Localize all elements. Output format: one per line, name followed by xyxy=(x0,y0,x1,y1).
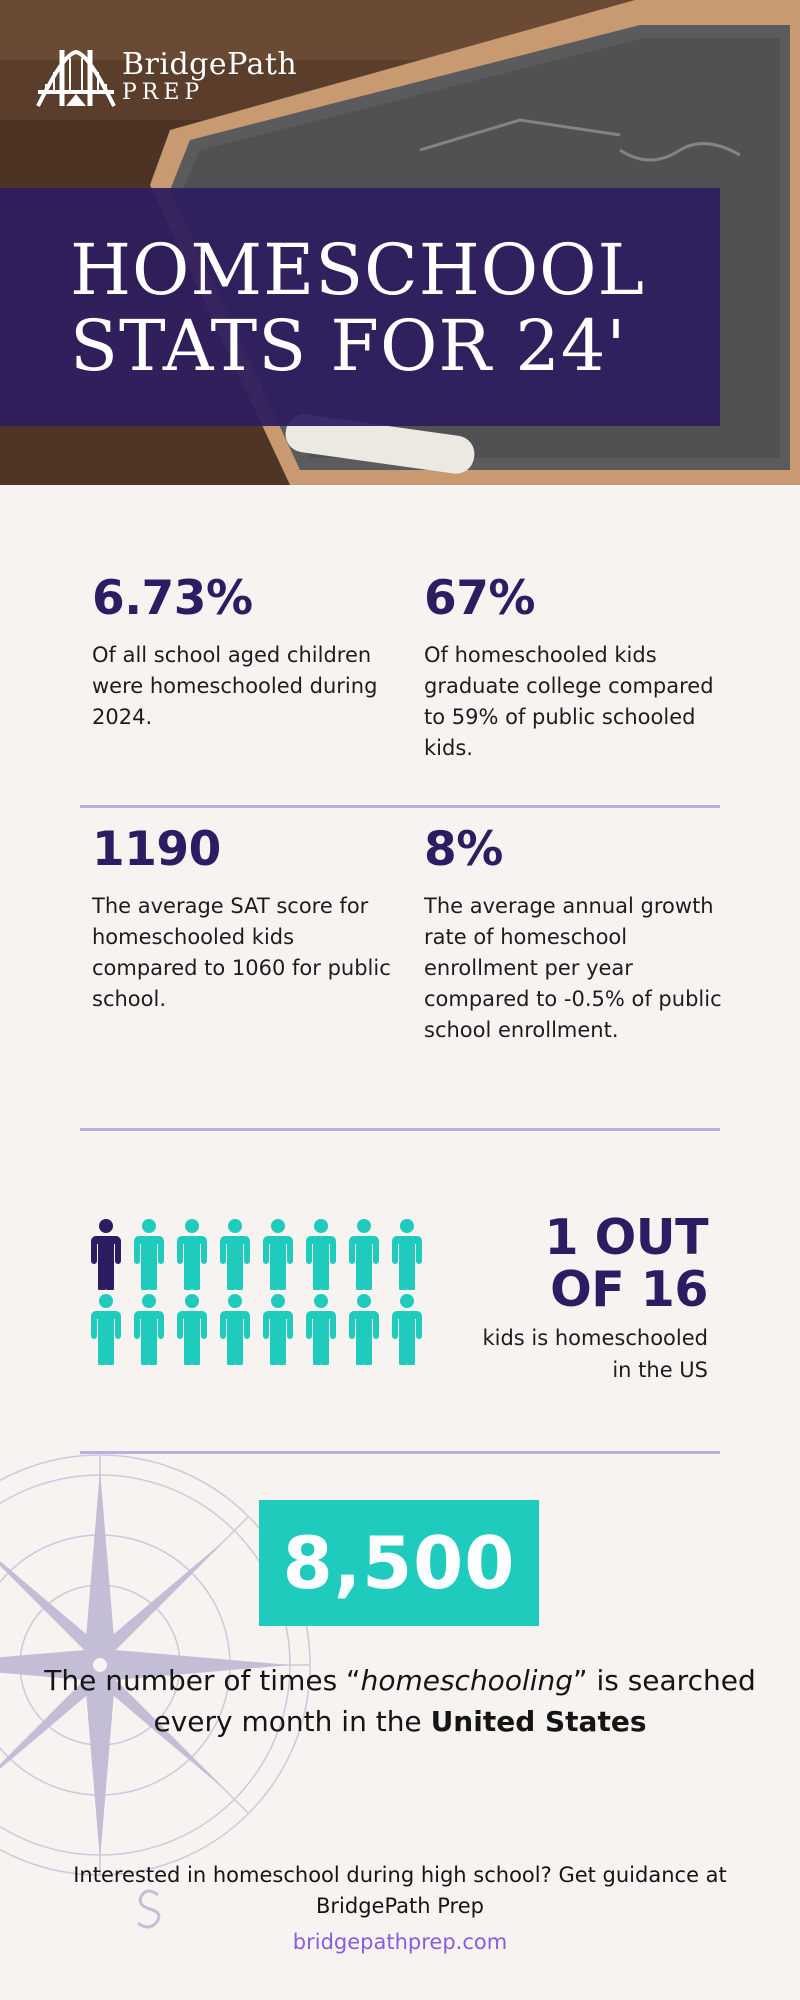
brand-logo xyxy=(36,44,297,110)
brand-name: BridgePath xyxy=(122,47,298,82)
person-icon xyxy=(346,1218,382,1290)
person-icon xyxy=(346,1293,382,1365)
people-pictogram xyxy=(88,1218,433,1368)
search-count-box xyxy=(259,1500,539,1626)
stat-growth-rate xyxy=(424,822,724,1046)
person-icon xyxy=(260,1293,296,1365)
title-line-1: HOMESCHOOL xyxy=(70,229,646,311)
title-line-2: STATS FOR 24' xyxy=(70,305,627,387)
person-icon xyxy=(389,1293,425,1365)
stat-value: 1190 xyxy=(92,822,221,877)
stat-description: Of all school aged children were homeschooled during 2024. xyxy=(92,643,378,729)
brand-sub: PREP xyxy=(122,80,205,105)
stat-description: The average annual growth rate of homeschool enrollment per year compared to -0.5% of public school enrollment. xyxy=(424,894,722,1042)
person-icon xyxy=(260,1218,296,1290)
divider xyxy=(80,1128,720,1131)
person-icon-highlighted xyxy=(88,1218,124,1290)
person-icon xyxy=(389,1218,425,1290)
website-link[interactable]: bridgepathprep.com xyxy=(292,1930,508,1954)
person-icon xyxy=(303,1293,339,1365)
stat-value: 67% xyxy=(424,571,535,626)
stat-homeschooled-percent xyxy=(92,571,392,733)
person-icon xyxy=(303,1218,339,1290)
ratio-stat xyxy=(482,1209,708,1386)
bridge-icon xyxy=(36,44,116,110)
ratio-value-line-1: 1 OUT xyxy=(544,1209,708,1266)
person-icon xyxy=(174,1293,210,1365)
person-icon xyxy=(131,1293,167,1365)
person-icon xyxy=(217,1218,253,1290)
ratio-desc-line-1: kids is homeschooled xyxy=(482,1326,708,1350)
search-count-value: 8,500 xyxy=(282,1521,516,1605)
search-description xyxy=(40,1660,760,1742)
page-title xyxy=(70,229,646,387)
stat-college-graduation xyxy=(424,571,724,764)
ratio-value-line-2: OF 16 xyxy=(550,1261,708,1318)
search-text-middle: ” is searched every month in the xyxy=(153,1664,756,1738)
search-term: homeschooling xyxy=(360,1664,574,1697)
stat-value: 6.73% xyxy=(92,571,253,626)
person-icon xyxy=(174,1218,210,1290)
stat-description: Of homeschooled kids graduate college compared to 59% of public schooled kids. xyxy=(424,643,714,760)
search-text-before: The number of times “ xyxy=(44,1664,361,1697)
person-icon xyxy=(217,1293,253,1365)
stat-value: 8% xyxy=(424,822,503,877)
stat-description: The average SAT score for homeschooled kids compared to 1060 for public school. xyxy=(92,894,391,1011)
ratio-desc-line-2: in the US xyxy=(612,1358,708,1382)
divider xyxy=(80,805,720,808)
cta-text: Interested in homeschool during high school? Get guidance at BridgePath Prep xyxy=(73,1863,727,1918)
search-country: United States xyxy=(430,1705,647,1738)
person-icon xyxy=(131,1218,167,1290)
hero-banner xyxy=(0,0,800,485)
person-icon xyxy=(88,1293,124,1365)
stat-sat-score xyxy=(92,822,392,1015)
